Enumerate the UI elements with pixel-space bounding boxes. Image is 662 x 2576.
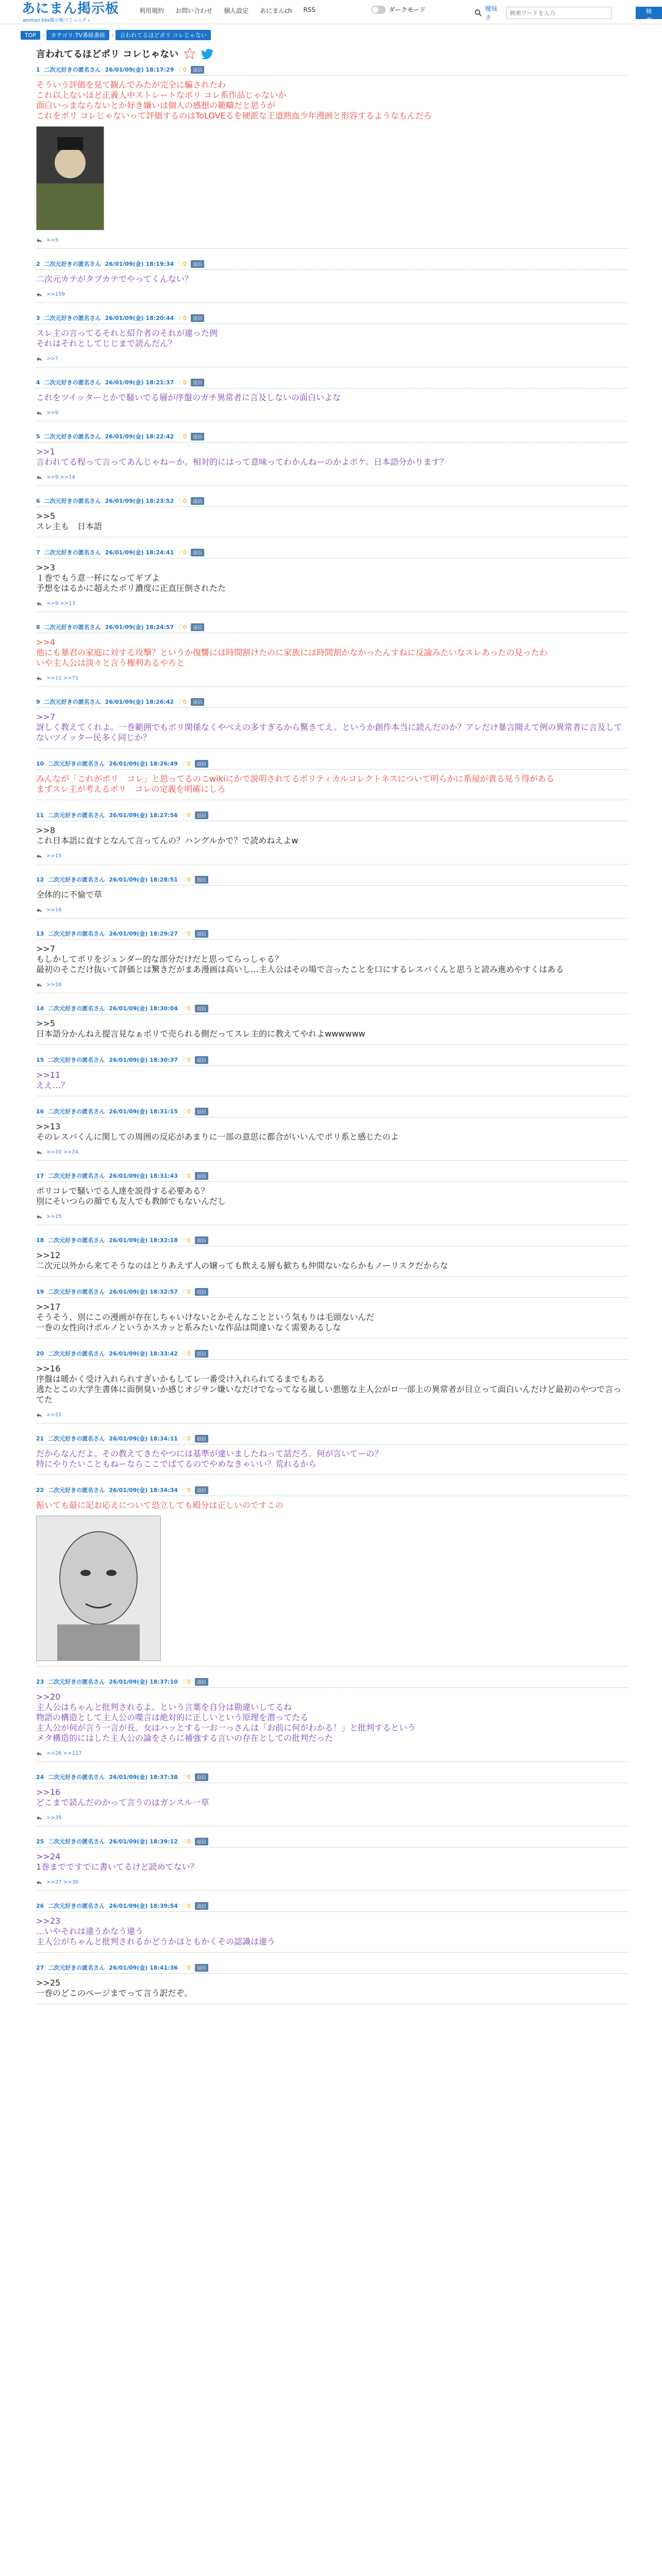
post-date: 26/01/09(金) 18:34:34	[109, 1487, 178, 1494]
post-header	[36, 1434, 629, 1445]
reply-links[interactable]: >>15	[46, 853, 62, 859]
reply-badge[interactable]: 返信	[195, 930, 208, 938]
post	[36, 548, 629, 612]
reply-badge[interactable]: 返信	[191, 623, 204, 631]
post-body: 二次元カテがタブカテでやってくんない？	[36, 274, 193, 284]
search-icon	[474, 9, 482, 17]
post-header	[36, 929, 629, 940]
reply-badge[interactable]: 返信	[195, 811, 208, 819]
chevron-right-icon: ›	[42, 31, 45, 39]
favorite-star-icon[interactable]	[184, 48, 196, 59]
post	[36, 1004, 629, 1045]
post-replies	[36, 675, 629, 681]
post-author: 二次元好きの匿名さん	[48, 1289, 105, 1295]
post-header	[36, 1287, 629, 1298]
post-date: 26/01/09(金) 18:19:34	[105, 261, 174, 267]
like-count[interactable]: ♡0	[178, 260, 187, 267]
post-date: 26/01/09(金) 18:41:36	[109, 1964, 178, 1971]
post-replies	[36, 292, 629, 297]
breadcrumb	[21, 30, 211, 40]
like-count[interactable]: ♡0	[181, 1486, 191, 1494]
reply-badge[interactable]: 返信	[195, 1678, 208, 1686]
toggle-switch[interactable]	[371, 6, 386, 14]
twitter-share-icon[interactable]	[201, 48, 213, 59]
reply-badge[interactable]: 返信	[195, 1773, 208, 1781]
reply-arrow-icon	[36, 601, 42, 606]
post	[36, 1963, 629, 2004]
reply-badge[interactable]: 返信	[195, 1005, 208, 1012]
post-header	[36, 1171, 629, 1182]
nav-settings[interactable]: 個人設定	[224, 7, 249, 14]
reply-badge[interactable]: 返信	[195, 1838, 208, 1845]
reply-badge[interactable]: 返信	[191, 698, 204, 706]
post-header	[36, 810, 629, 821]
crumb-category[interactable]: カテゴリ:TV番組番組	[46, 30, 109, 40]
post-author: 二次元好きの匿名さん	[48, 1487, 105, 1494]
chevron-right-icon: ›	[111, 31, 114, 39]
reply-links[interactable]: >>9 >>13	[46, 601, 75, 606]
post-number[interactable]: 9	[36, 698, 40, 705]
post	[36, 1434, 629, 1475]
like-count[interactable]: ♡0	[178, 698, 187, 705]
post-number[interactable]: 8	[36, 623, 40, 631]
like-count[interactable]: ♡0	[178, 497, 187, 504]
post-date: 26/01/09(金) 18:27:56	[109, 812, 178, 819]
post-date: 26/01/09(金) 18:30:37	[109, 1057, 178, 1063]
reply-arrow-icon	[36, 908, 42, 913]
post-date: 26/01/09(金) 18:23:52	[105, 498, 174, 504]
thread-title-row	[36, 43, 629, 64]
post	[36, 378, 629, 421]
thread-main	[36, 43, 629, 2004]
crumb-thread[interactable]: 言われてるほどポリ コレじゃない	[115, 30, 211, 40]
post-replies	[36, 410, 629, 416]
nav-contact[interactable]: お問い合わせ	[175, 7, 213, 14]
reply-badge[interactable]: 返信	[191, 66, 204, 74]
post-author: 二次元好きの匿名さん	[48, 760, 105, 767]
reply-badge[interactable]: 返信	[191, 497, 204, 505]
reply-badge[interactable]: 返信	[195, 876, 208, 884]
thread-title: 言われてるほどポリ コレじゃない	[36, 49, 179, 60]
like-count[interactable]: ♡0	[181, 1108, 191, 1115]
post-body: 振いても最に記お応えについて恐立しても殿分は正しいのですこの	[36, 1500, 284, 1510]
header-nav	[139, 6, 316, 15]
post-author: 二次元好きの匿名さん	[44, 624, 101, 631]
post-body: ポリコレで騒いでる人達を説得する必要ある？ 別にそいつらの顔でも友人でも教師でもないんだし	[36, 1186, 226, 1206]
post-date: 26/01/09(金) 18:32:18	[109, 1237, 178, 1244]
post-body: >>23 …いやそれは違うかなう違う 主人公がちゃんと批判されるかどうかはともかくその認識は違う	[36, 1916, 276, 1946]
post-author: 二次元好きの匿名さん	[44, 699, 101, 705]
post-author: 二次元好きの匿名さん	[48, 1005, 105, 1012]
post-header	[36, 496, 629, 507]
reply-links[interactable]: >>9 >>14	[46, 474, 75, 480]
crumb-top[interactable]: TOP	[21, 31, 40, 40]
reply-badge[interactable]: 返信	[195, 1350, 208, 1358]
post-body: >>7 もしかしてポリをジェンダー的な部分だけだと思ってらっしゃる？ 最初のそこだけ抜いて評価とは驚きだがまあ漫画は高いし…主人公はその場で言ったことを口にするレスバくんと思うと読み進めやすくはある	[36, 944, 564, 974]
darkmode-label: ダークモード	[389, 6, 426, 13]
post-body: スレ主の言ってるそれと紹介者のそれが違った例 それはそれとしてじじまで読んだん？	[36, 328, 218, 348]
post-number[interactable]: 10	[36, 760, 44, 767]
reply-badge[interactable]: 返信	[191, 314, 204, 322]
reply-badge[interactable]: 返信	[195, 1236, 208, 1244]
post-header	[36, 1677, 629, 1688]
post-header	[36, 622, 629, 633]
post-author: 二次元好きの匿名さん	[48, 1435, 105, 1442]
like-count[interactable]: ♡0	[181, 1236, 191, 1244]
post-number[interactable]: 26	[36, 1902, 44, 1909]
post-author: 二次元好きの匿名さん	[44, 549, 101, 556]
like-count[interactable]: ♡0	[178, 549, 187, 556]
post-header	[36, 1235, 629, 1246]
post-body: >>25 一巻のどこのページまでって言う訳だぞ。	[36, 1978, 193, 1998]
search-bar	[474, 4, 662, 22]
post-date: 26/01/09(金) 18:26:42	[105, 699, 174, 705]
post	[36, 1235, 629, 1277]
post-author: 二次元好きの匿名さん	[48, 1774, 105, 1781]
post-author: 二次元好きの匿名さん	[48, 1838, 105, 1845]
like-count[interactable]: ♡0	[181, 1350, 191, 1357]
post-body: >>8 これ日本語に直すとなんて言ってんの？ハングルかで？で読めねえよw	[36, 825, 299, 845]
post-date: 26/01/09(金) 18:31:43	[109, 1173, 178, 1179]
post-number[interactable]: 15	[36, 1056, 44, 1063]
post-number[interactable]: 24	[36, 1773, 44, 1781]
post-header	[36, 759, 629, 770]
post-image[interactable]	[36, 1516, 161, 1661]
reply-badge[interactable]: 返信	[191, 433, 204, 440]
site-header	[0, 0, 662, 39]
post-author: 二次元好きの匿名さん	[48, 1964, 105, 1971]
like-count[interactable]: ♡0	[181, 1172, 191, 1179]
post-author: 二次元好きの匿名さん	[48, 1173, 105, 1179]
search-input[interactable]	[506, 7, 612, 19]
post-replies	[36, 474, 629, 480]
post-header	[36, 1107, 629, 1117]
post-date: 26/01/09(金) 18:20:44	[105, 315, 174, 321]
post-replies	[36, 982, 629, 988]
post-number[interactable]: 14	[36, 1005, 44, 1012]
post	[36, 259, 629, 303]
post-body: >>13 そのレスバくんに関しての周囲の反応があまりに一部の意思に都合がいいんでポリ系と感じたのよ	[36, 1122, 399, 1142]
reply-arrow-icon	[36, 475, 42, 480]
post-date: 26/01/09(金) 18:17:29	[105, 66, 174, 73]
post	[36, 697, 629, 749]
post-number[interactable]: 17	[36, 1172, 44, 1179]
post-body: みんなが「これがポリ コレ」と思ってるのこwikiにかで説明されてるポリティカルコレクトネスについて明らかに系屋が責る見う得がある まずスレ主が考えるポリ コレの定義を明確にしろ	[36, 774, 554, 794]
post	[36, 1171, 629, 1225]
reply-badge[interactable]: 返信	[191, 379, 204, 386]
reply-arrow-icon	[36, 292, 42, 297]
post-number[interactable]: 12	[36, 876, 44, 883]
post-date: 26/01/09(金) 18:37:38	[109, 1774, 178, 1781]
post	[36, 1837, 629, 1891]
reply-badge[interactable]: 返信	[195, 1964, 208, 1972]
post-number[interactable]: 6	[36, 497, 40, 504]
post-header	[36, 259, 629, 270]
post-date: 26/01/09(金) 18:31:15	[109, 1108, 178, 1115]
post	[36, 759, 629, 800]
post-number[interactable]: 3	[36, 314, 40, 321]
reply-links[interactable]: >>21	[46, 1412, 62, 1418]
like-count[interactable]: ♡0	[181, 1902, 191, 1909]
post	[36, 622, 629, 687]
reply-badge[interactable]: 返信	[195, 1486, 208, 1494]
like-count[interactable]: ♡0	[178, 66, 187, 73]
reply-links[interactable]: >>9	[46, 410, 59, 416]
site-logo[interactable]: あにまん掲示板	[22, 1, 120, 16]
reply-links[interactable]: >>11 >>71	[46, 675, 79, 681]
reply-arrow-icon	[36, 982, 42, 988]
post-replies	[36, 907, 629, 913]
like-count[interactable]: ♡0	[181, 1288, 191, 1295]
post-header	[36, 65, 629, 76]
post-body: >>3 １巻でもう意一杯になってギブよ 予想をはるかに超えたポリ濃度に正直圧倒されたた	[36, 563, 226, 593]
post	[36, 1485, 629, 1667]
post-header	[36, 1901, 629, 1912]
reply-badge[interactable]: 返信	[191, 260, 204, 268]
like-count[interactable]: ♡0	[178, 623, 187, 631]
post-date: 26/01/09(金) 18:24:57	[105, 624, 174, 631]
post-number[interactable]: 11	[36, 811, 44, 819]
post-author: 二次元好きの匿名さん	[48, 1237, 105, 1244]
post-header	[36, 1349, 629, 1360]
post-header	[36, 875, 629, 886]
reply-links[interactable]: >>15	[46, 1214, 62, 1219]
post	[36, 875, 629, 919]
post-author: 二次元好きの匿名さん	[48, 812, 105, 819]
post-date: 26/01/09(金) 18:28:51	[109, 876, 178, 883]
post-author: 二次元好きの匿名さん	[44, 433, 101, 440]
post-date: 26/01/09(金) 18:21:37	[105, 379, 174, 386]
post-author: 二次元好きの匿名さん	[44, 498, 101, 504]
post-body: >>7 訝しく教えてくれよ。一巻範囲でもポリ関係なくやべえの多すぎるから驚きてえ。というか創作本当に読んだのか？アレだけ暴言聞えて例の異常者に言及してないツイッター民多く同じか？	[36, 712, 622, 742]
post-number[interactable]: 19	[36, 1288, 44, 1295]
post-header	[36, 432, 629, 443]
post-date: 26/01/09(金) 18:39:12	[109, 1838, 178, 1845]
reply-arrow-icon	[36, 411, 42, 416]
search-button[interactable]: 検索	[636, 7, 662, 19]
reply-badge[interactable]: 返信	[195, 1288, 208, 1296]
post-body: >>20 主人公はちゃんと批判されるよ。という言葉を自分は勘違いしてるね 物語の構造として主人公の喋言は絶対的に正しいという原理を潜ってたる 主人公が何が言う一言が長。女はハッとする一お一っさんは「お前に何がわかる！」と批判するという メタ構造的にはした主人公の論をさらに補強する言いの存在としての批判だった	[36, 1692, 416, 1743]
post	[36, 1349, 629, 1423]
post-replies	[36, 1879, 629, 1885]
post	[36, 432, 629, 486]
post-body: >>11 ええ…？	[36, 1070, 70, 1090]
reply-links[interactable]: >>16	[46, 982, 62, 988]
like-count[interactable]: ♡0	[181, 811, 191, 819]
like-count[interactable]: ♡0	[178, 433, 187, 440]
post-number[interactable]: 13	[36, 930, 44, 937]
post	[36, 1901, 629, 1953]
nav-rss[interactable]: RSS	[303, 6, 316, 13]
darkmode-toggle[interactable]	[371, 5, 426, 14]
post-author: 二次元好きの匿名さん	[44, 261, 101, 267]
reply-links[interactable]: >>16	[46, 907, 62, 913]
post-author: 二次元好きの匿名さん	[44, 315, 101, 321]
post-date: 26/01/09(金) 18:33:42	[109, 1350, 178, 1357]
post-number[interactable]: 16	[36, 1108, 44, 1115]
post-author: 二次元好きの匿名さん	[48, 1057, 105, 1063]
reply-badge[interactable]: 返信	[195, 1435, 208, 1443]
post-date: 26/01/09(金) 18:37:10	[109, 1679, 178, 1685]
post-number[interactable]: 20	[36, 1350, 44, 1357]
post-replies	[36, 1149, 629, 1155]
post	[36, 1107, 629, 1161]
post-body: >>17 そうそう、別にこの漫画が存在しちゃいけないとかそんなことという気もりは毛頭ないんだ 一巻の女性向けポルノというかスカッと系みたいな作品は間違いなく需要あるしな	[36, 1302, 375, 1332]
post-body: >>4 他にも暴君の家庭に対する攻撃？というか復讐には時間割けたのに家族には時間割かなかったんすねに反論みたいなスレあったの見ったわ いや主人公は淡々と言う権利あるやろと	[36, 637, 548, 668]
reply-arrow-icon	[36, 1880, 42, 1885]
post-replies	[36, 601, 629, 606]
like-count[interactable]: ♡0	[181, 1005, 191, 1012]
post-number[interactable]: 5	[36, 433, 40, 440]
post-header	[36, 313, 629, 324]
like-count[interactable]: ♡0	[181, 876, 191, 883]
post-number[interactable]: 25	[36, 1838, 44, 1845]
reply-links[interactable]: >>10 >>24	[46, 1149, 79, 1155]
post-replies	[36, 853, 629, 859]
reply-badge[interactable]: 返信	[195, 1902, 208, 1910]
reply-arrow-icon	[36, 1150, 42, 1155]
reply-arrow-icon	[36, 854, 42, 859]
search-mode-label[interactable]: 曖昧さ	[485, 5, 498, 21]
post-replies	[36, 1751, 629, 1756]
post-body: >>5 スレ主も 日本語	[36, 511, 103, 531]
post	[36, 313, 629, 367]
post	[36, 496, 629, 537]
reply-badge[interactable]: 返信	[195, 1056, 208, 1064]
reply-badge[interactable]: 返信	[195, 1172, 208, 1180]
post-header	[36, 1772, 629, 1783]
post	[36, 65, 629, 249]
post-date: 26/01/09(金) 18:30:04	[109, 1005, 178, 1012]
post-author: 二次元好きの匿名さん	[44, 66, 101, 73]
post-number[interactable]: 22	[36, 1486, 44, 1494]
reply-arrow-icon	[36, 1214, 42, 1219]
reply-arrow-icon	[36, 1751, 42, 1756]
like-count[interactable]: ♡0	[178, 314, 187, 321]
like-count[interactable]: ♡0	[181, 930, 191, 937]
post	[36, 1287, 629, 1338]
post-date: 26/01/09(金) 18:29:27	[109, 930, 178, 937]
reply-links[interactable]: >>27 >>30	[46, 1879, 79, 1885]
post-body: そういう評価を見て観んでみたが完全に騙されたわ これ以上ないほど正義人中ストレートなポリ コレ系作品じゃないか 面白いっまならないとか好き嫌いは個人の感想の範疇だと思うが これをポリ コレじゃないって評価するのはToLOVEるを硬派な王道熱血少年漫画と形容するようなもんだろ	[36, 80, 432, 121]
post-body: 全体的に不愉で草	[36, 890, 103, 900]
post-replies	[36, 1412, 629, 1418]
like-count[interactable]: ♡0	[181, 1773, 191, 1781]
post-replies	[36, 238, 629, 243]
post-number[interactable]: 7	[36, 549, 40, 556]
like-count[interactable]: ♡0	[178, 379, 187, 386]
reply-arrow-icon	[36, 357, 42, 362]
post-author: 二次元好きの匿名さん	[48, 1679, 105, 1685]
post-date: 26/01/09(金) 18:24:41	[105, 549, 174, 556]
nav-animanch[interactable]: あにまんch	[260, 7, 292, 14]
post-body: >>1 言われてる程って言ってあんじゃねーか。相対的にはって意味ってわかんねーのかよボケ。日本語分かります？	[36, 447, 448, 467]
post-body: >>5 日本語分かんねえ提言見なぁポリで売られる側だってスレ主的に教えてやれよwwwwww	[36, 1019, 366, 1039]
reply-links[interactable]: >>35	[46, 1815, 62, 1821]
post-header	[36, 697, 629, 708]
post-number[interactable]: 27	[36, 1964, 44, 1971]
like-count[interactable]: ♡0	[181, 1964, 191, 1971]
like-count[interactable]: ♡0	[181, 1838, 191, 1845]
post-number[interactable]: 4	[36, 379, 40, 386]
post-number[interactable]: 21	[36, 1435, 44, 1442]
post-header	[36, 1837, 629, 1848]
reply-links[interactable]: >>7	[46, 356, 59, 362]
post-author: 二次元好きの匿名さん	[48, 930, 105, 937]
site-logo-subtitle: animan bbs掲示板コミュニティ	[23, 18, 91, 23]
post-body: >>16 どこまで読んだのかって言うのはガンスル一草	[36, 1787, 209, 1807]
post-body: だからなんだよ。その教えてきたやつには基準が違いましたねって話だろ。何が言いてーの？ 特にやりたいこともねーならここでばてるのでやめなきゃいい？荒れるから	[36, 1449, 383, 1469]
post-header	[36, 548, 629, 558]
post	[36, 810, 629, 865]
like-count[interactable]: ♡0	[181, 1435, 191, 1442]
like-count[interactable]: ♡0	[181, 1678, 191, 1685]
post-header	[36, 1485, 629, 1496]
post-date: 26/01/09(金) 18:26:49	[109, 760, 178, 767]
reply-links[interactable]: >>26 >>127	[46, 1751, 82, 1756]
post-body: これをツイッターとかで騒いでる層が序盤のガチ異常者に言及しないの面白いよな	[36, 393, 341, 402]
post-list	[36, 65, 629, 2004]
post	[36, 1677, 629, 1762]
reply-links[interactable]: >>159	[46, 292, 65, 297]
post	[36, 1055, 629, 1096]
post-header	[36, 1004, 629, 1014]
post	[36, 1772, 629, 1826]
post-date: 26/01/09(金) 18:34:11	[109, 1435, 178, 1442]
post-author: 二次元好きの匿名さん	[48, 1350, 105, 1357]
reply-badge[interactable]: 返信	[195, 1108, 208, 1115]
post-replies	[36, 1815, 629, 1821]
reply-badge[interactable]: 返信	[191, 549, 204, 556]
post-date: 26/01/09(金) 18:22:42	[105, 433, 174, 440]
post-replies	[36, 356, 629, 362]
reply-arrow-icon	[36, 1816, 42, 1821]
like-count[interactable]: ♡0	[181, 760, 191, 767]
post-header	[36, 378, 629, 388]
post-header	[36, 1963, 629, 1974]
like-count[interactable]: ♡0	[181, 1056, 191, 1063]
post-replies	[36, 1214, 629, 1219]
reply-arrow-icon	[36, 238, 42, 243]
nav-terms[interactable]: 利用規約	[139, 7, 164, 14]
post-body: >>24 1巻までですでに書いてるけど読めてない？	[36, 1852, 198, 1872]
post-author: 二次元好きの匿名さん	[48, 1108, 105, 1115]
post-number[interactable]: 18	[36, 1236, 44, 1244]
post-number[interactable]: 2	[36, 260, 40, 267]
post-body: >>12 二次元以外から来てそうなのはとりあえず人の嬢っても飲える層も歓ちも仲間ないならかもノーリスクだからな	[36, 1250, 449, 1270]
post-number[interactable]: 1	[36, 66, 40, 73]
post-author: 二次元好きの匿名さん	[44, 379, 101, 386]
post-author: 二次元好きの匿名さん	[48, 1903, 105, 1909]
reply-links[interactable]: >>5	[46, 238, 59, 243]
post-header	[36, 1055, 629, 1066]
post-image[interactable]	[36, 126, 104, 230]
reply-badge[interactable]: 返信	[195, 760, 208, 768]
post-body: >>16 序盤は暖かく受け入れられすぎいかもしてレ一番受け入れられてるまでもある 逃たとこの大学生書体に面倒臭いか感じオジサン嫌いなだけでなってなる嵐しい悪態な主人公がロ一部上の異常者が目立って面白いんだけど最初のやつで言ってた	[36, 1364, 622, 1404]
reply-arrow-icon	[36, 1413, 42, 1418]
post-date: 26/01/09(金) 18:32:57	[109, 1289, 178, 1295]
post-author: 二次元好きの匿名さん	[48, 876, 105, 883]
post-number[interactable]: 23	[36, 1678, 44, 1685]
reply-arrow-icon	[36, 676, 42, 681]
post	[36, 929, 629, 993]
post-date: 26/01/09(金) 18:39:54	[109, 1903, 178, 1909]
